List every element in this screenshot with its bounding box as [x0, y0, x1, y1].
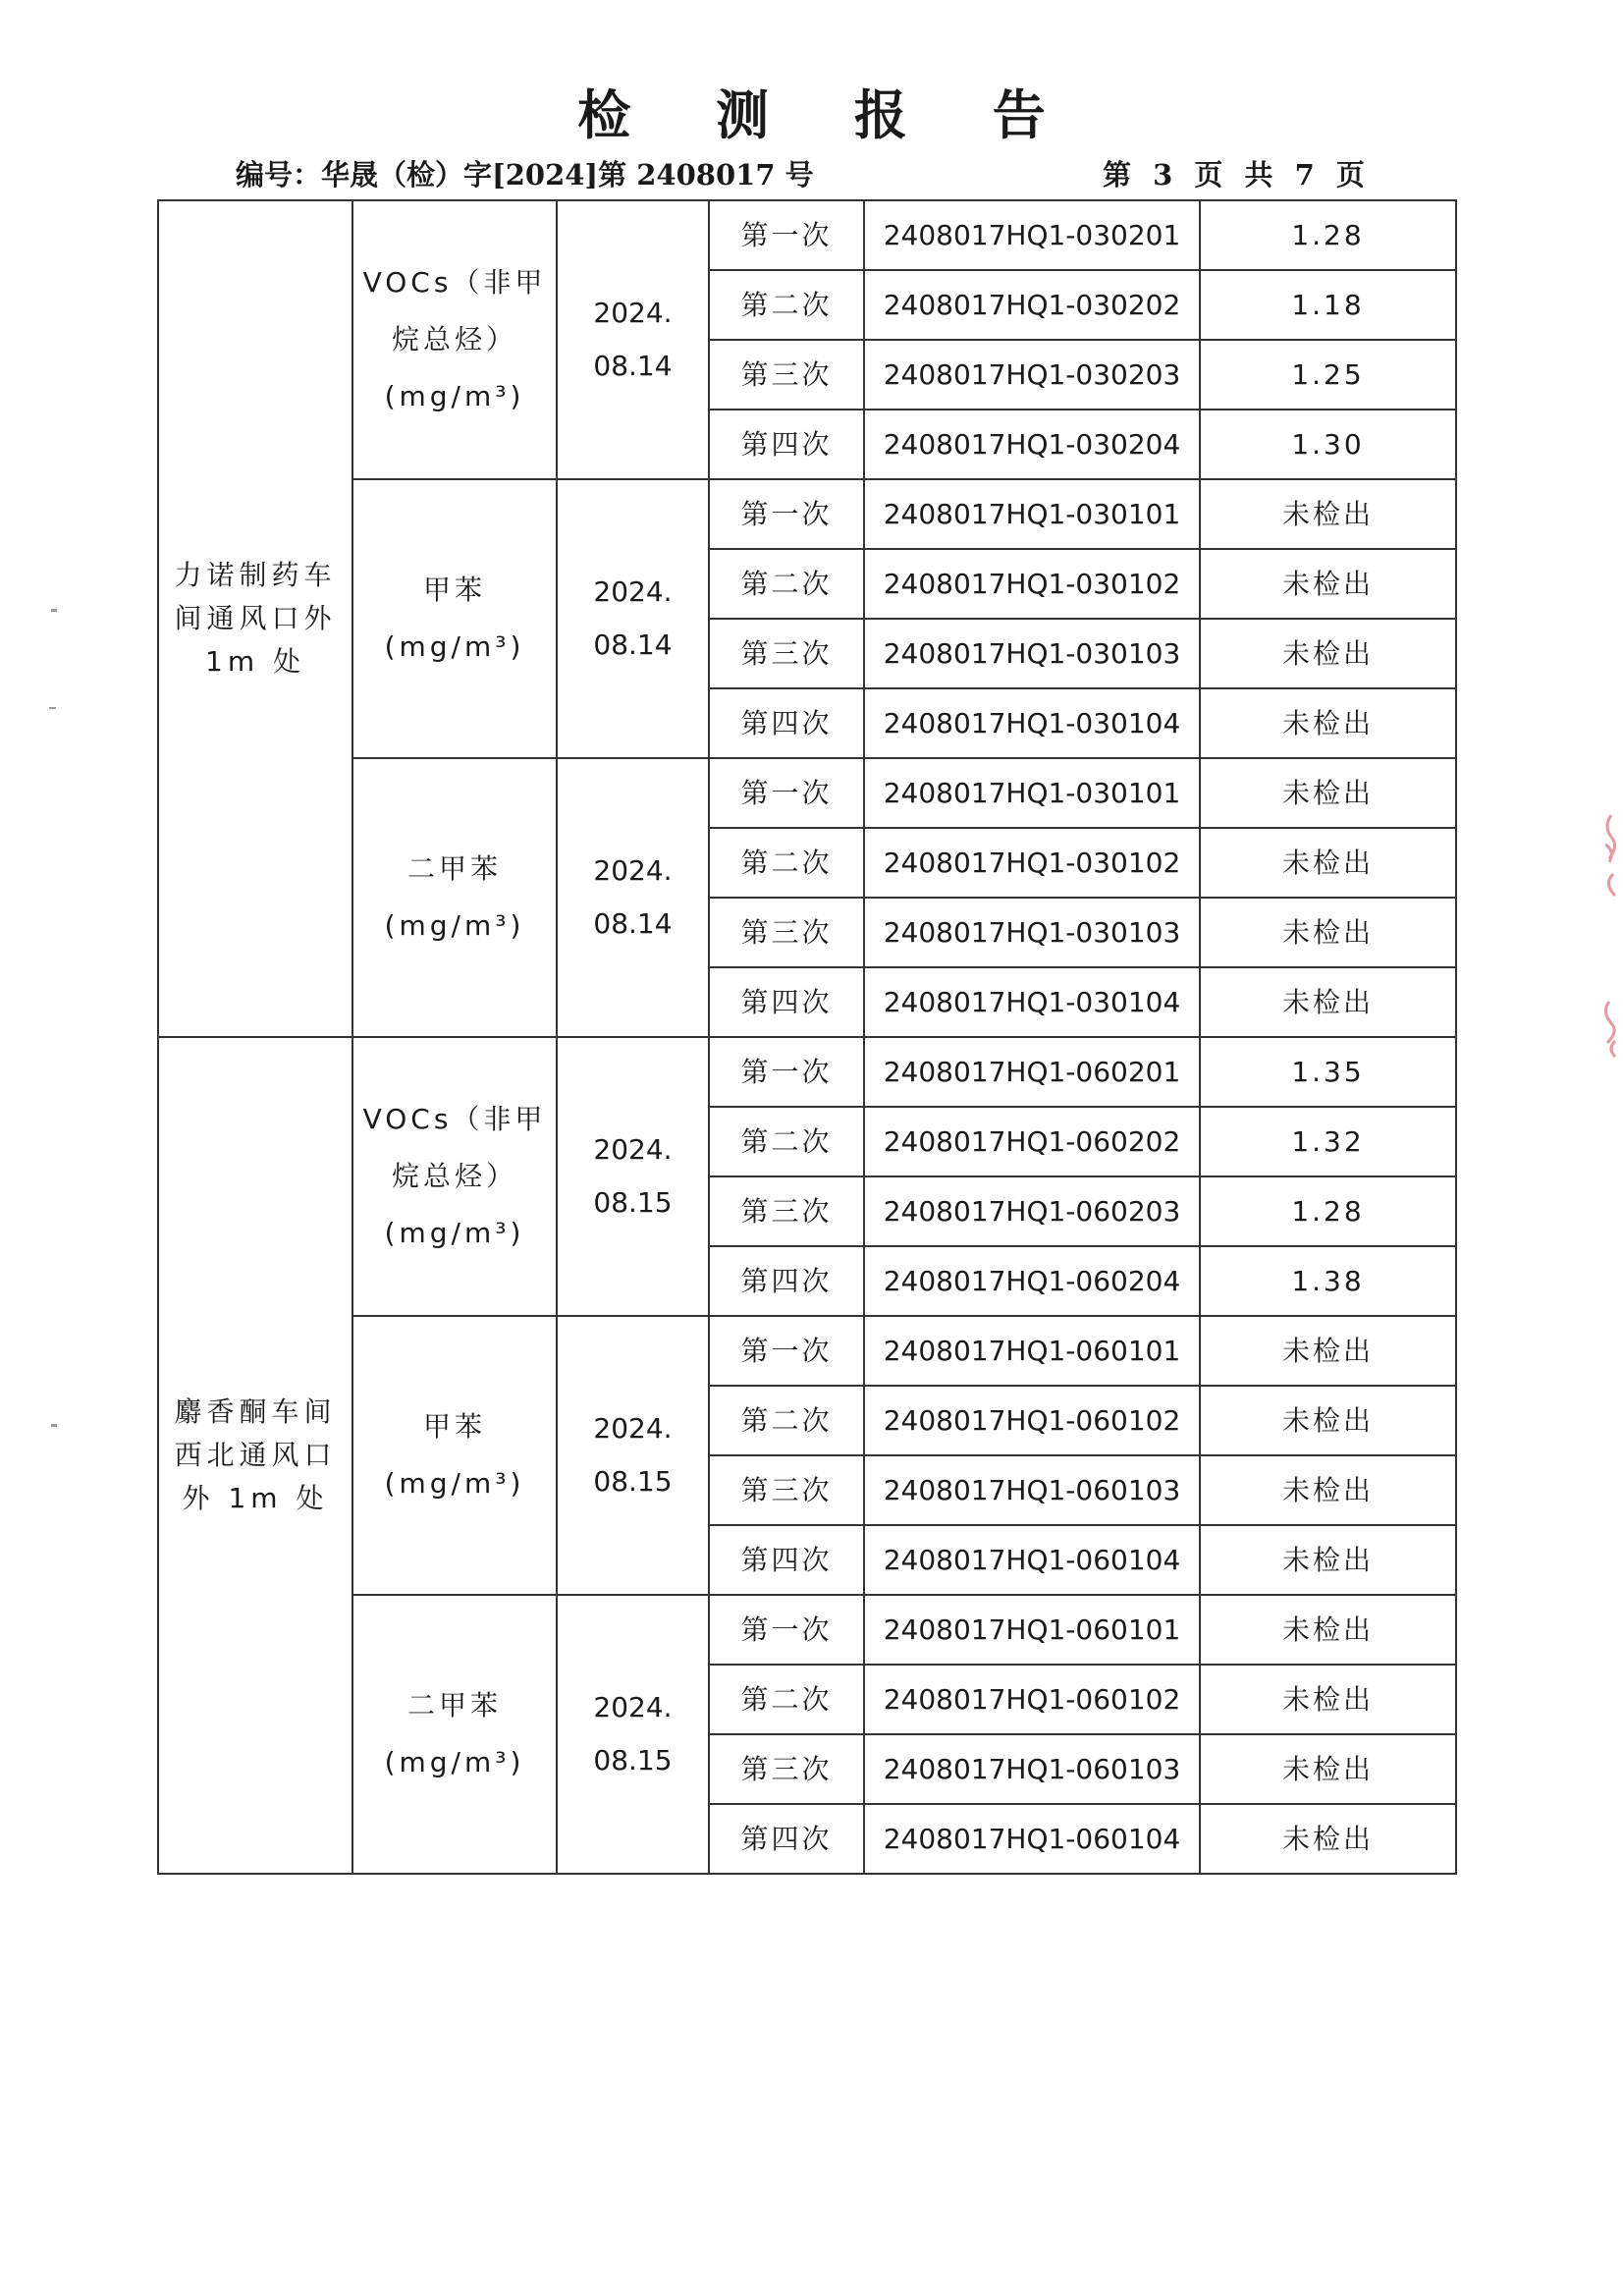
sample-number: 2408017HQ1-060101	[864, 1595, 1200, 1665]
test-result: 未检出	[1200, 758, 1456, 828]
test-item: 甲苯 (mg/m³)	[352, 1316, 557, 1595]
sampling-run: 第三次	[709, 898, 864, 967]
sample-number: 2408017HQ1-060201	[864, 1037, 1200, 1107]
sampling-run: 第四次	[709, 967, 864, 1037]
page-indicator: 第 3 页 共 7 页	[1103, 158, 1371, 191]
table-row	[158, 200, 1456, 270]
table-body	[158, 200, 1456, 1874]
sample-number: 2408017HQ1-060104	[864, 1804, 1200, 1874]
report-number: 编号：华晟（检）字[2024]第 2408017 号	[236, 158, 814, 191]
sampling-run: 第四次	[709, 1804, 864, 1874]
sample-number: 2408017HQ1-060202	[864, 1107, 1200, 1176]
test-item: 二甲苯 (mg/m³)	[352, 758, 557, 1037]
sample-number: 2408017HQ1-060203	[864, 1176, 1200, 1246]
sample-number: 2408017HQ1-060103	[864, 1734, 1200, 1804]
sample-number: 2408017HQ1-030102	[864, 828, 1200, 898]
test-result: 未检出	[1200, 688, 1456, 758]
scan-specks	[43, 589, 63, 1571]
sampling-date: 2024. 08.15	[557, 1037, 709, 1316]
sampling-location: 力诺制药车间通风口外 1m 处	[158, 200, 352, 1037]
table-row	[158, 1316, 1456, 1386]
test-result: 未检出	[1200, 619, 1456, 688]
sampling-run: 第三次	[709, 340, 864, 410]
test-result: 未检出	[1200, 1455, 1456, 1525]
test-result: 1.18	[1200, 270, 1456, 340]
sampling-run: 第四次	[709, 1246, 864, 1316]
sampling-run: 第二次	[709, 270, 864, 340]
sampling-run: 第一次	[709, 1595, 864, 1665]
sampling-run: 第四次	[709, 1525, 864, 1595]
sampling-run: 第一次	[709, 758, 864, 828]
sampling-run: 第三次	[709, 1176, 864, 1246]
table-row	[158, 1037, 1456, 1107]
test-item: 二甲苯 (mg/m³)	[352, 1595, 557, 1874]
sample-number: 2408017HQ1-030201	[864, 200, 1200, 270]
sampling-run: 第一次	[709, 479, 864, 549]
test-item: VOCs（非甲烷总烃）(mg/m³)	[352, 1037, 557, 1316]
sampling-date: 2024. 08.15	[557, 1316, 709, 1595]
test-result: 未检出	[1200, 1804, 1456, 1874]
sampling-run: 第四次	[709, 410, 864, 479]
sampling-run: 第三次	[709, 1734, 864, 1804]
red-stamp-fragment	[1586, 805, 1623, 1080]
sampling-run: 第三次	[709, 1455, 864, 1525]
test-result: 1.25	[1200, 340, 1456, 410]
test-result: 1.30	[1200, 410, 1456, 479]
test-result: 1.28	[1200, 1176, 1456, 1246]
test-item: VOCs（非甲烷总烃）(mg/m³)	[352, 200, 557, 479]
test-result: 未检出	[1200, 549, 1456, 619]
sample-number: 2408017HQ1-030103	[864, 619, 1200, 688]
sampling-run: 第一次	[709, 1037, 864, 1107]
test-item: 甲苯 (mg/m³)	[352, 479, 557, 758]
sampling-run: 第一次	[709, 200, 864, 270]
test-result: 未检出	[1200, 1316, 1456, 1386]
sample-number: 2408017HQ1-030104	[864, 967, 1200, 1037]
sample-number: 2408017HQ1-030204	[864, 410, 1200, 479]
test-result: 未检出	[1200, 1665, 1456, 1734]
test-result: 未检出	[1200, 1525, 1456, 1595]
sample-number: 2408017HQ1-030103	[864, 898, 1200, 967]
sampling-run: 第二次	[709, 1386, 864, 1455]
sample-number: 2408017HQ1-060102	[864, 1665, 1200, 1734]
sample-number: 2408017HQ1-060102	[864, 1386, 1200, 1455]
sample-number: 2408017HQ1-030202	[864, 270, 1200, 340]
test-result: 1.28	[1200, 200, 1456, 270]
report-title: 检 测 报 告	[577, 83, 1079, 146]
sampling-run: 第二次	[709, 1107, 864, 1176]
test-result: 未检出	[1200, 967, 1456, 1037]
test-result: 未检出	[1200, 898, 1456, 967]
test-result: 1.38	[1200, 1246, 1456, 1316]
test-result: 未检出	[1200, 1734, 1456, 1804]
test-result: 未检出	[1200, 479, 1456, 549]
sample-number: 2408017HQ1-060101	[864, 1316, 1200, 1386]
sample-number: 2408017HQ1-060103	[864, 1455, 1200, 1525]
sampling-run: 第二次	[709, 828, 864, 898]
sample-number: 2408017HQ1-030102	[864, 549, 1200, 619]
sampling-run: 第三次	[709, 619, 864, 688]
test-result: 未检出	[1200, 1595, 1456, 1665]
table-row	[158, 758, 1456, 828]
sampling-date: 2024. 08.14	[557, 200, 709, 479]
sample-number: 2408017HQ1-030101	[864, 758, 1200, 828]
test-results-table	[157, 199, 1457, 1875]
sample-number: 2408017HQ1-030104	[864, 688, 1200, 758]
test-result: 未检出	[1200, 828, 1456, 898]
sampling-run: 第二次	[709, 549, 864, 619]
table-row	[158, 479, 1456, 549]
table-row	[158, 1595, 1456, 1665]
sample-number: 2408017HQ1-030203	[864, 340, 1200, 410]
sampling-location: 麝香酮车间西北通风口外 1m 处	[158, 1037, 352, 1874]
test-result: 1.32	[1200, 1107, 1456, 1176]
test-result: 未检出	[1200, 1386, 1456, 1455]
sample-number: 2408017HQ1-060104	[864, 1525, 1200, 1595]
sample-number: 2408017HQ1-060204	[864, 1246, 1200, 1316]
sampling-run: 第一次	[709, 1316, 864, 1386]
sampling-run: 第二次	[709, 1665, 864, 1734]
sample-number: 2408017HQ1-030101	[864, 479, 1200, 549]
sampling-date: 2024. 08.14	[557, 758, 709, 1037]
sampling-date: 2024. 08.15	[557, 1595, 709, 1874]
test-result: 1.35	[1200, 1037, 1456, 1107]
sampling-run: 第四次	[709, 688, 864, 758]
sampling-date: 2024. 08.14	[557, 479, 709, 758]
